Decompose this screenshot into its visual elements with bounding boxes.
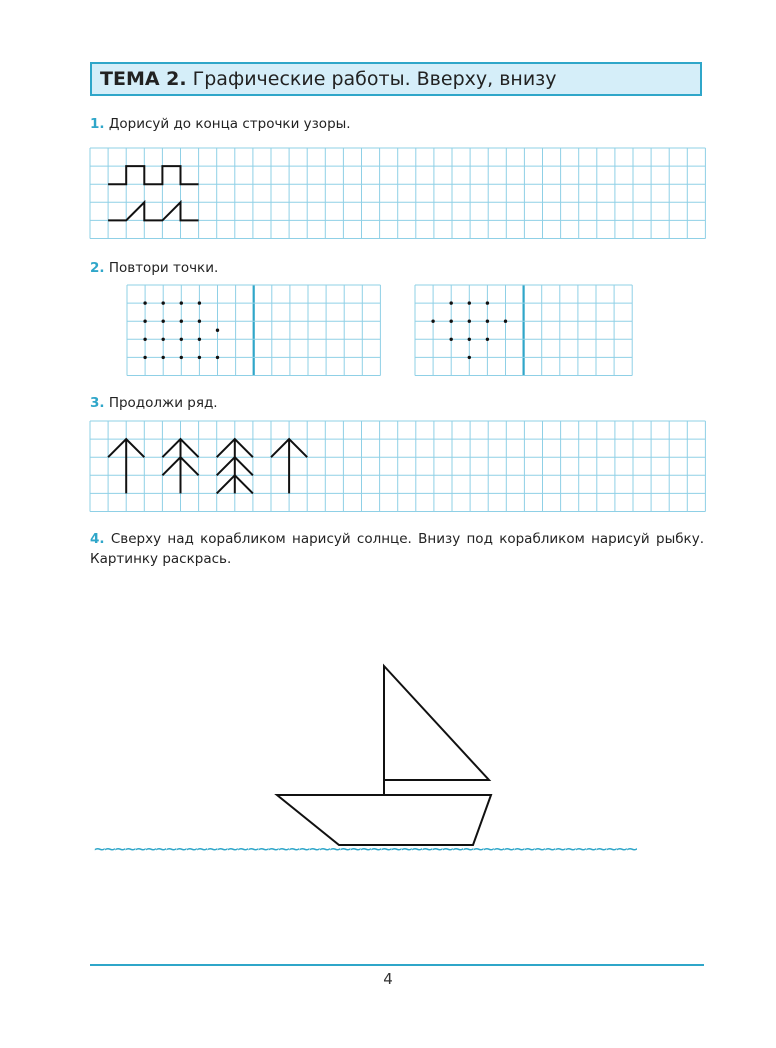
pattern-dot xyxy=(468,338,471,341)
water-waves: ~~~~~~~~~~~~~~~~~~~~~~~~~~~~~~~~~~~~~~~~~~~~~~~~~~~~~ xyxy=(94,838,637,860)
footer-divider xyxy=(90,964,704,966)
pattern-dot xyxy=(450,338,453,341)
pattern-dot xyxy=(180,356,183,359)
pattern-dot xyxy=(216,329,219,332)
topic-number: ТЕМА 2. xyxy=(100,68,187,90)
pattern-dot xyxy=(143,338,146,341)
pattern-dot xyxy=(180,301,183,304)
task-1-instruction xyxy=(90,114,351,134)
pattern-dot xyxy=(198,338,201,341)
task-3-text: Продолжи ряд. xyxy=(108,395,218,411)
pattern-dot xyxy=(180,320,183,323)
task-2-number: 2. xyxy=(90,260,105,276)
pattern-dot xyxy=(143,356,146,359)
pattern-dot xyxy=(216,356,219,359)
task-3-number: 3. xyxy=(90,395,105,411)
pattern-dot xyxy=(162,356,165,359)
topic-title: Графические работы. Вверху, внизу xyxy=(192,68,557,90)
task-1-grid[interactable] xyxy=(90,148,706,240)
pattern-dot xyxy=(486,320,489,323)
task-4-text: Сверху над корабликом нарисуй солнце. Внизу под корабликом нарисуй рыбку. Картинку раскрась. xyxy=(90,531,704,567)
sailboat-drawing[interactable] xyxy=(270,660,500,850)
task-2-instruction xyxy=(90,258,218,278)
task-1-number: 1. xyxy=(90,116,105,132)
pattern-dot xyxy=(486,301,489,304)
task-2-text: Повтори точки. xyxy=(108,260,219,276)
task-4-instruction xyxy=(90,529,704,569)
task-2-grid-right[interactable] xyxy=(415,285,633,377)
boat-sail xyxy=(384,666,489,780)
pattern-dot xyxy=(450,301,453,304)
saw-wave-pattern xyxy=(108,202,199,220)
pattern-dot xyxy=(143,320,146,323)
task-3-instruction xyxy=(90,393,218,413)
pattern-dot xyxy=(162,320,165,323)
pattern-dot xyxy=(180,338,183,341)
pattern-dot xyxy=(468,356,471,359)
square-wave-pattern xyxy=(108,166,199,184)
pattern-dot xyxy=(162,338,165,341)
pattern-dot xyxy=(450,320,453,323)
task-1-text: Дорисуй до конца строчки узоры. xyxy=(108,116,351,132)
pattern-dot xyxy=(468,301,471,304)
pattern-dot xyxy=(198,320,201,323)
pattern-dot xyxy=(431,320,434,323)
task-4-number: 4. xyxy=(90,531,105,547)
pattern-dot xyxy=(198,301,201,304)
task-3-grid[interactable] xyxy=(90,421,706,513)
pattern-dot xyxy=(504,320,507,323)
task-2-grid-left[interactable] xyxy=(127,285,381,377)
page-number: 4 xyxy=(383,970,393,988)
pattern-dot xyxy=(486,338,489,341)
pattern-dot xyxy=(468,320,471,323)
pattern-dot xyxy=(162,301,165,304)
pattern-dot xyxy=(143,301,146,304)
pattern-dot xyxy=(198,356,201,359)
topic-header xyxy=(90,62,702,96)
